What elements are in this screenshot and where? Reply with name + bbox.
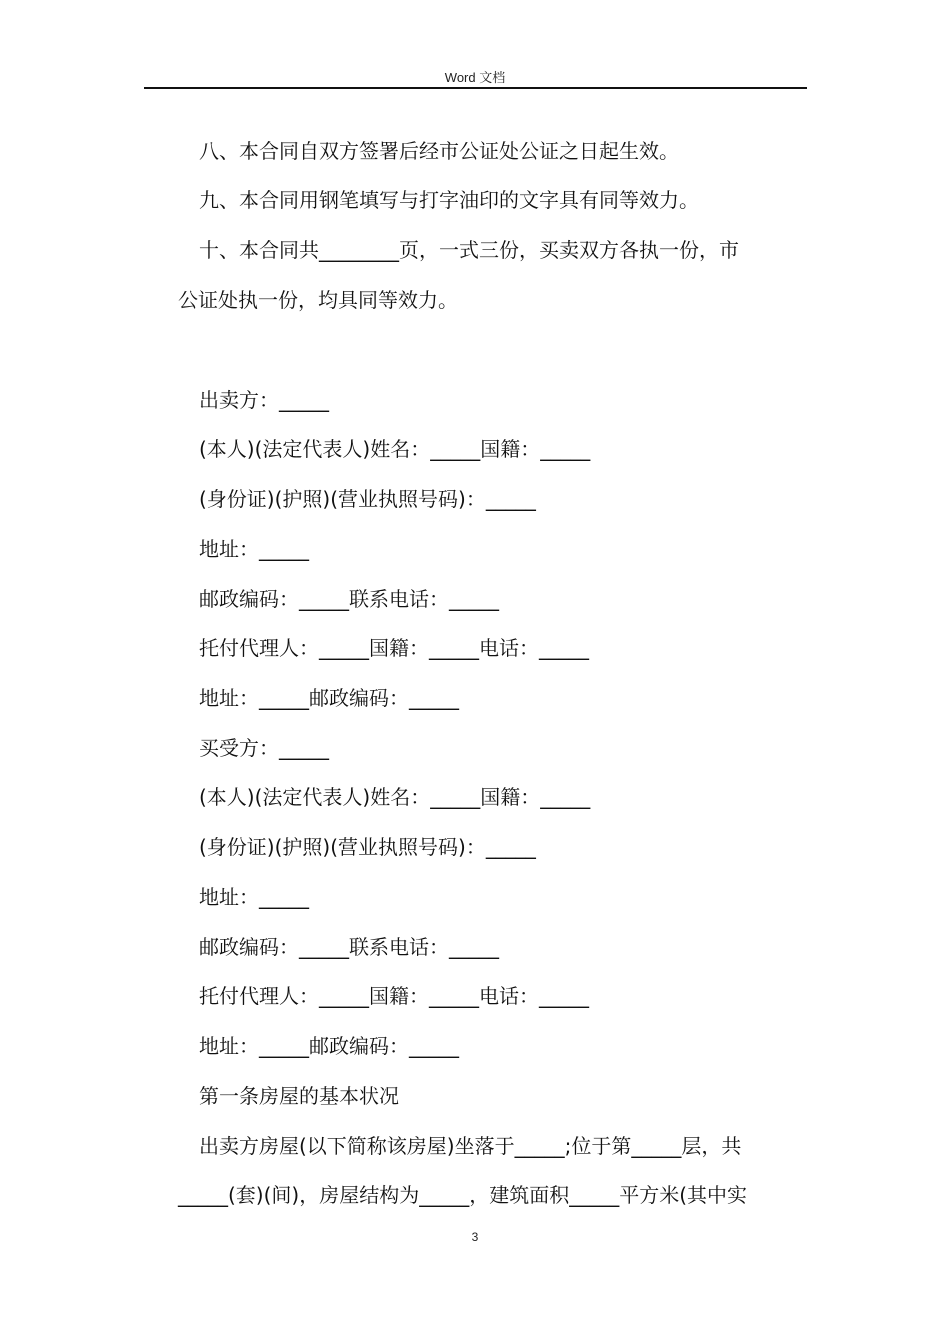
buyer-label: 买受方：_____: [199, 736, 329, 760]
seller-postal-line: 邮政编码：_____联系电话：_____: [199, 587, 499, 611]
clause-8: 八、本合同自双方签署后经市公证处公证之日起生效。: [199, 139, 679, 163]
article-1-line-2: _____(套)(间)，房屋结构为_____，建筑面积_____平方米(其中实: [178, 1183, 748, 1207]
seller-id-line: (身份证)(护照)(营业执照号码)：_____: [199, 487, 536, 511]
clause-9: 九、本合同用钢笔填写与打字油印的文字具有同等效力。: [199, 188, 699, 212]
buyer-name-line: (本人)(法定代表人)姓名：_____国籍：_____: [199, 785, 591, 809]
seller-agent-address-line: 地址：_____邮政编码：_____: [199, 686, 459, 710]
header-divider: [144, 87, 807, 89]
clause-10-line-2: 公证处执一份，均具同等效力。: [178, 288, 458, 312]
article-1-line-1: 出卖方房屋(以下简称该房屋)坐落于_____;位于第_____层，共: [199, 1134, 742, 1158]
buyer-agent-address-line: 地址：_____邮政编码：_____: [199, 1034, 459, 1058]
clause-10-line-1: 十、本合同共________页，一式三份，买卖双方各执一份，市: [199, 238, 739, 262]
header-title: Word 文档: [444, 70, 506, 85]
buyer-address-line: 地址：_____: [199, 885, 309, 909]
buyer-id-line: (身份证)(护照)(营业执照号码)：_____: [199, 835, 536, 859]
seller-name-line: (本人)(法定代表人)姓名：_____国籍：_____: [199, 437, 591, 461]
seller-address-line: 地址：_____: [199, 537, 309, 561]
buyer-postal-line: 邮政编码：_____联系电话：_____: [199, 935, 499, 959]
page-number: 3: [471, 1230, 479, 1244]
seller-agent-line: 托付代理人：_____国籍：_____电话：_____: [199, 636, 589, 660]
seller-label: 出卖方：_____: [199, 388, 329, 412]
buyer-agent-line: 托付代理人：_____国籍：_____电话：_____: [199, 984, 589, 1008]
article-1-title: 第一条房屋的基本状况: [199, 1084, 399, 1108]
